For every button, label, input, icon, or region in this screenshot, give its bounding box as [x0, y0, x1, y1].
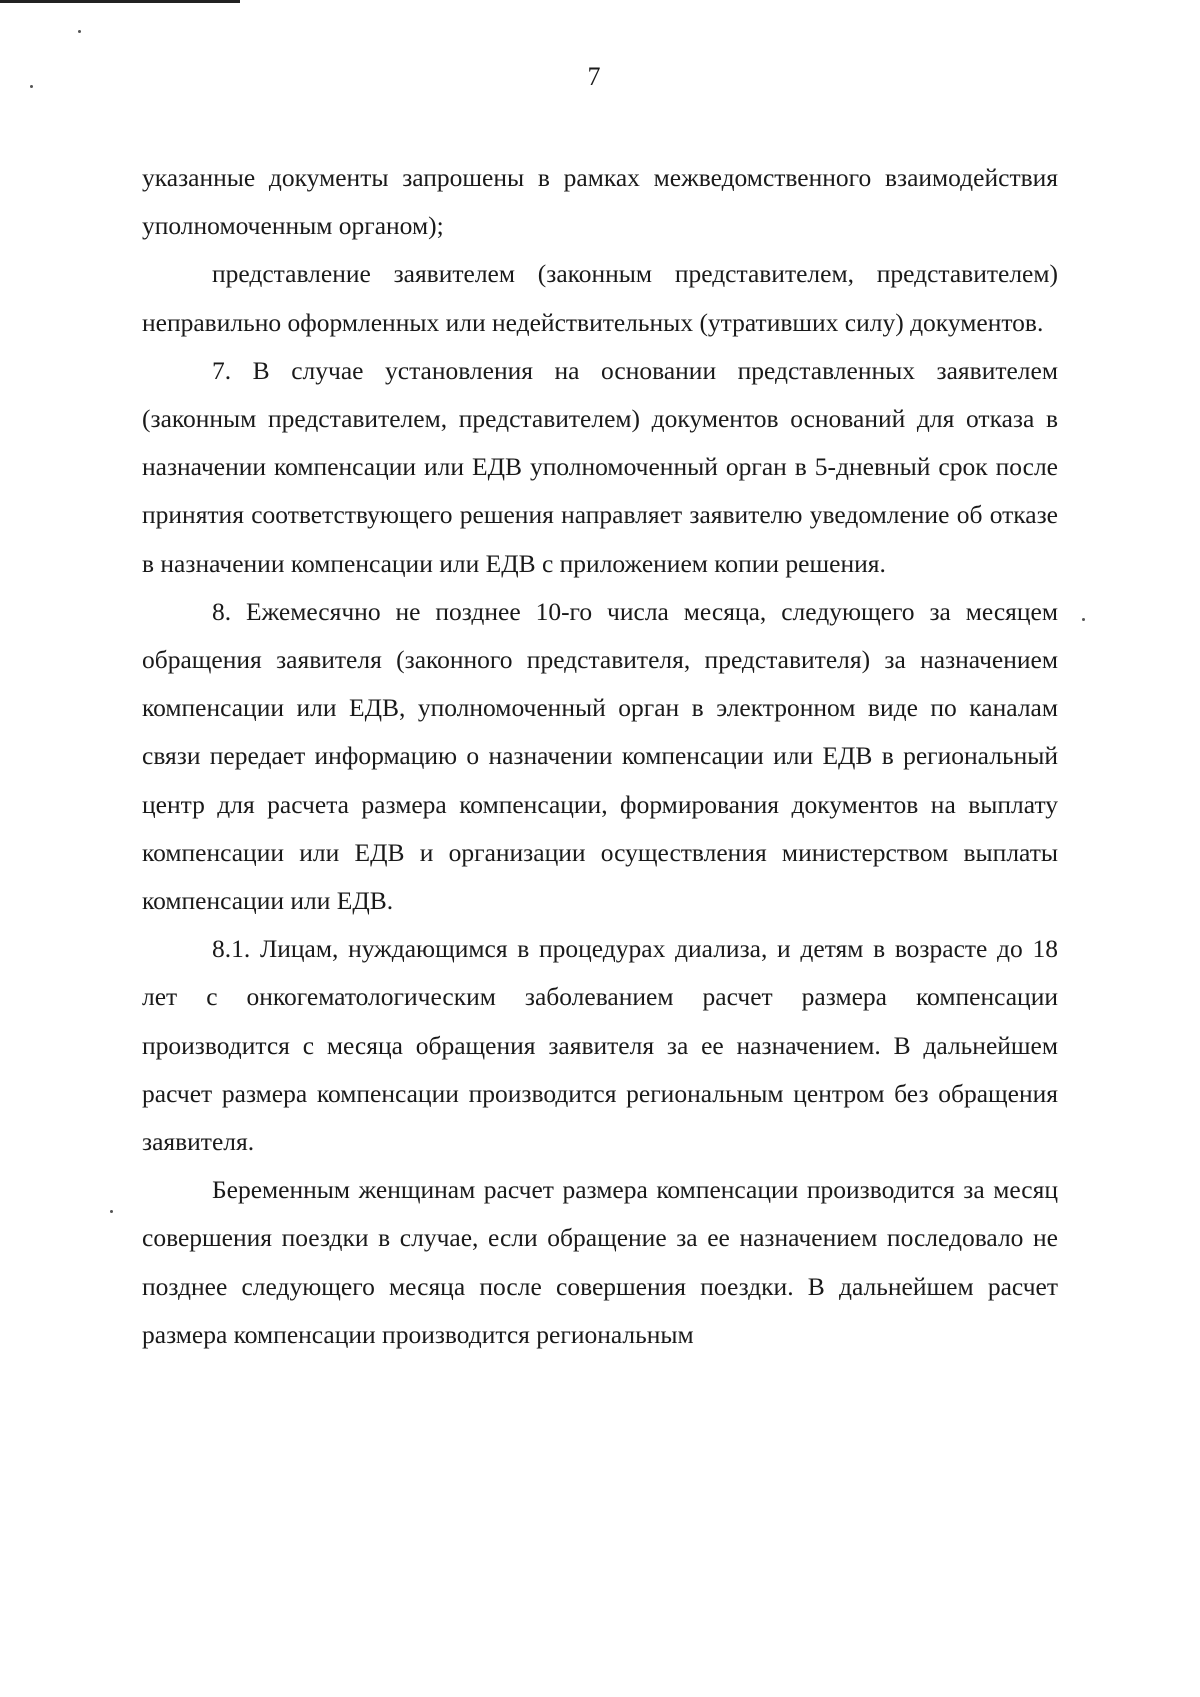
- paragraph: 7. В случае установления на основании представленных заявителем (законным представителем, представителем) документов оснований для отказа в назначении компенсации или ЕДВ уполномоченный орган в 5-дневный срок после принятия соответствующего решения направляет заявителю уведомление об отказе в назначении компенсации или ЕДВ с приложением копии решения.: [142, 355, 1058, 578]
- paragraph: 8.1. Лицам, нуждающимся в процедурах диализа, и детям в возрасте до 18 лет с онкогематологическим заболеванием расчет размера компенсации производится с месяца обращения заявителя за ее назначением. В дальнейшем расчет размера компенсации производится региональным центром без обращения заявителя.: [142, 934, 1058, 1157]
- scan-speck: [110, 1210, 113, 1213]
- paragraph: Беременным женщинам расчет размера компенсации производится за месяц совершения поездки в случае, если обращение за ее назначением последовало не позднее следующего месяца после совершения поездки. В дальнейшем расчет размера компенсации производится региональным: [142, 1175, 1058, 1349]
- paragraph: указанные документы запрошены в рамках межведомственного взаимодействия уполномоченным органом);: [142, 163, 1058, 241]
- page-number: 7: [587, 62, 601, 91]
- paragraph: 8. Ежемесячно не позднее 10-го числа месяца, следующего за месяцем обращения заявителя (законного представителя, представителя) за назначением компенсации или ЕДВ, уполномоченный орган в электронном виде по каналам связи передает информацию о назначении компенсации или ЕДВ в региональный центр для расчета размера компенсации, формирования документов на выплату компенсации или ЕДВ и организации осуществления министерством выплаты компенсации или ЕДВ.: [142, 596, 1058, 916]
- document-body: [142, 154, 1058, 1359]
- scan-speck: [1082, 618, 1085, 621]
- scan-speck: [78, 30, 81, 33]
- scan-edge-line: [0, 0, 240, 3]
- paragraph: представление заявителем (законным представителем, представителем) неправильно оформленных или недействительных (утративших силу) документов.: [142, 259, 1058, 337]
